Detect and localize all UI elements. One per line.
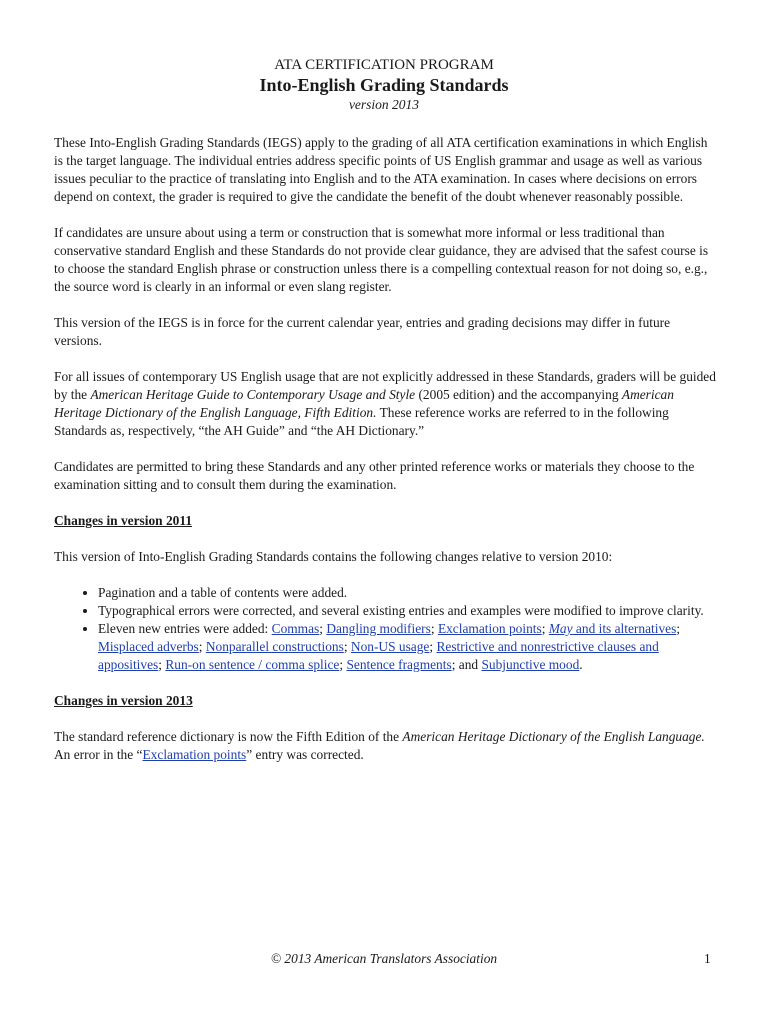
intro-paragraph-4 (54, 368, 718, 440)
separator: ; (343, 639, 351, 654)
separator: ; (198, 639, 206, 654)
document-title: Into-English Grading Standards (259, 75, 509, 95)
link-text: and its alternatives (572, 621, 677, 636)
intro-paragraph-5: Candidates are permitted to bring these Standards and any other printed reference works or materials they choose to the examination sitting and to consult them during the examination. (54, 459, 695, 492)
section-heading-2013: Changes in version 2013 (54, 693, 193, 708)
reference-title: American Heritage Dictionary of the English Language. (402, 729, 705, 744)
text-segment: The standard reference dictionary is now the Fifth Edition of the (54, 729, 403, 744)
link-exclamation-points-entry[interactable]: Exclamation points (142, 747, 247, 762)
intro-paragraph-1: These Into-English Grading Standards (IEGS) apply to the grading of all ATA certification examinations in which English is the target language. The individual entries address specific points of US English grammar and usage as well as various issues peculiar to the practice of translating into English and to the ATA examination. In cases where decisions on errors depend on context, the grader is required to give the candidate the benefit of the doubt whenever reasonably possible. (54, 135, 708, 204)
section-heading-2011: Changes in version 2011 (54, 513, 193, 528)
changes-2013-text (54, 728, 718, 764)
separator: ; (158, 657, 166, 672)
link-run-on-sentence[interactable]: Run-on sentence / comma splice (165, 657, 340, 672)
document-body (54, 134, 718, 782)
separator: ; (676, 621, 681, 636)
document-header (0, 56, 768, 113)
separator: ; (319, 621, 327, 636)
text-segment: (2005 edition) and the accompanying (415, 387, 622, 402)
link-sentence-fragments[interactable]: Sentence fragments (346, 657, 452, 672)
separator: ; (429, 639, 437, 654)
reference-title: American Heritage Dictionary of the English Language, Fifth Edition. (54, 387, 674, 420)
changes-2011-text: This version of Into-English Grading Standards contains the following changes relative to version 2010: (54, 549, 613, 564)
link-dangling-modifiers[interactable]: Dangling modifiers (326, 621, 431, 636)
list-item (98, 620, 718, 674)
list-item: • Pagination and a table of contents were added. (98, 584, 718, 602)
page-number: 1 (704, 951, 711, 966)
link-commas[interactable]: Commas (271, 621, 320, 636)
separator: ; and (451, 657, 482, 672)
link-may-and-its-alternatives[interactable] (549, 621, 677, 636)
text-segment: For all issues of contemporary US English usage that are not explicitly addressed in these Standards, graders will be guided by the (54, 369, 716, 402)
link-nonparallel-constructions[interactable]: Nonparallel constructions (205, 639, 344, 654)
text-segment: Eleven new entries were added: (98, 621, 272, 636)
program-name: ATA CERTIFICATION PROGRAM (274, 57, 494, 73)
version-label: version 2013 (348, 97, 420, 112)
link-subjunctive-mood[interactable]: Subjunctive mood (481, 657, 580, 672)
text-segment: ” entry was corrected. (246, 747, 364, 762)
link-misplaced-adverbs[interactable]: Misplaced adverbs (98, 639, 199, 654)
link-restrictive-clauses[interactable]: Restrictive and nonrestrictive clauses and appositives (98, 639, 659, 672)
link-exclamation-points[interactable]: Exclamation points (437, 621, 542, 636)
reference-title: American Heritage Guide to Contemporary Usage and Style (90, 387, 416, 402)
changes-2011-list (54, 584, 718, 674)
copyright-notice: © 2013 American Translators Association (270, 951, 498, 966)
separator: . (579, 657, 583, 672)
separator: ; (541, 621, 549, 636)
separator: ; (430, 621, 438, 636)
intro-paragraph-3: This version of the IEGS is in force for the current calendar year, entries and grading decisions may differ in future versions. (54, 315, 671, 348)
text-segment: These reference works are referred to in the following Standards as, respectively, “the AH Guide” and “the AH Dictionary.” (54, 405, 669, 438)
link-emphasis: May (548, 621, 573, 636)
list-item: • Typographical errors were corrected, and several existing entries and examples were modified to improve clarity. (98, 602, 718, 620)
intro-paragraph-2: If candidates are unsure about using a term or construction that is somewhat more informal or less traditional than conservative standard English and these Standards do not provide clear guidance, they are advised that the safest course is to choose the standard English phrase or construction unless there is a compelling contextual reason for not doing so, e.g., the source word is clearly in an informal or even slang register. (54, 225, 709, 294)
link-non-us-usage[interactable]: Non-US usage (350, 639, 430, 654)
text-segment: An error in the “ (54, 747, 143, 762)
separator: ; (339, 657, 347, 672)
